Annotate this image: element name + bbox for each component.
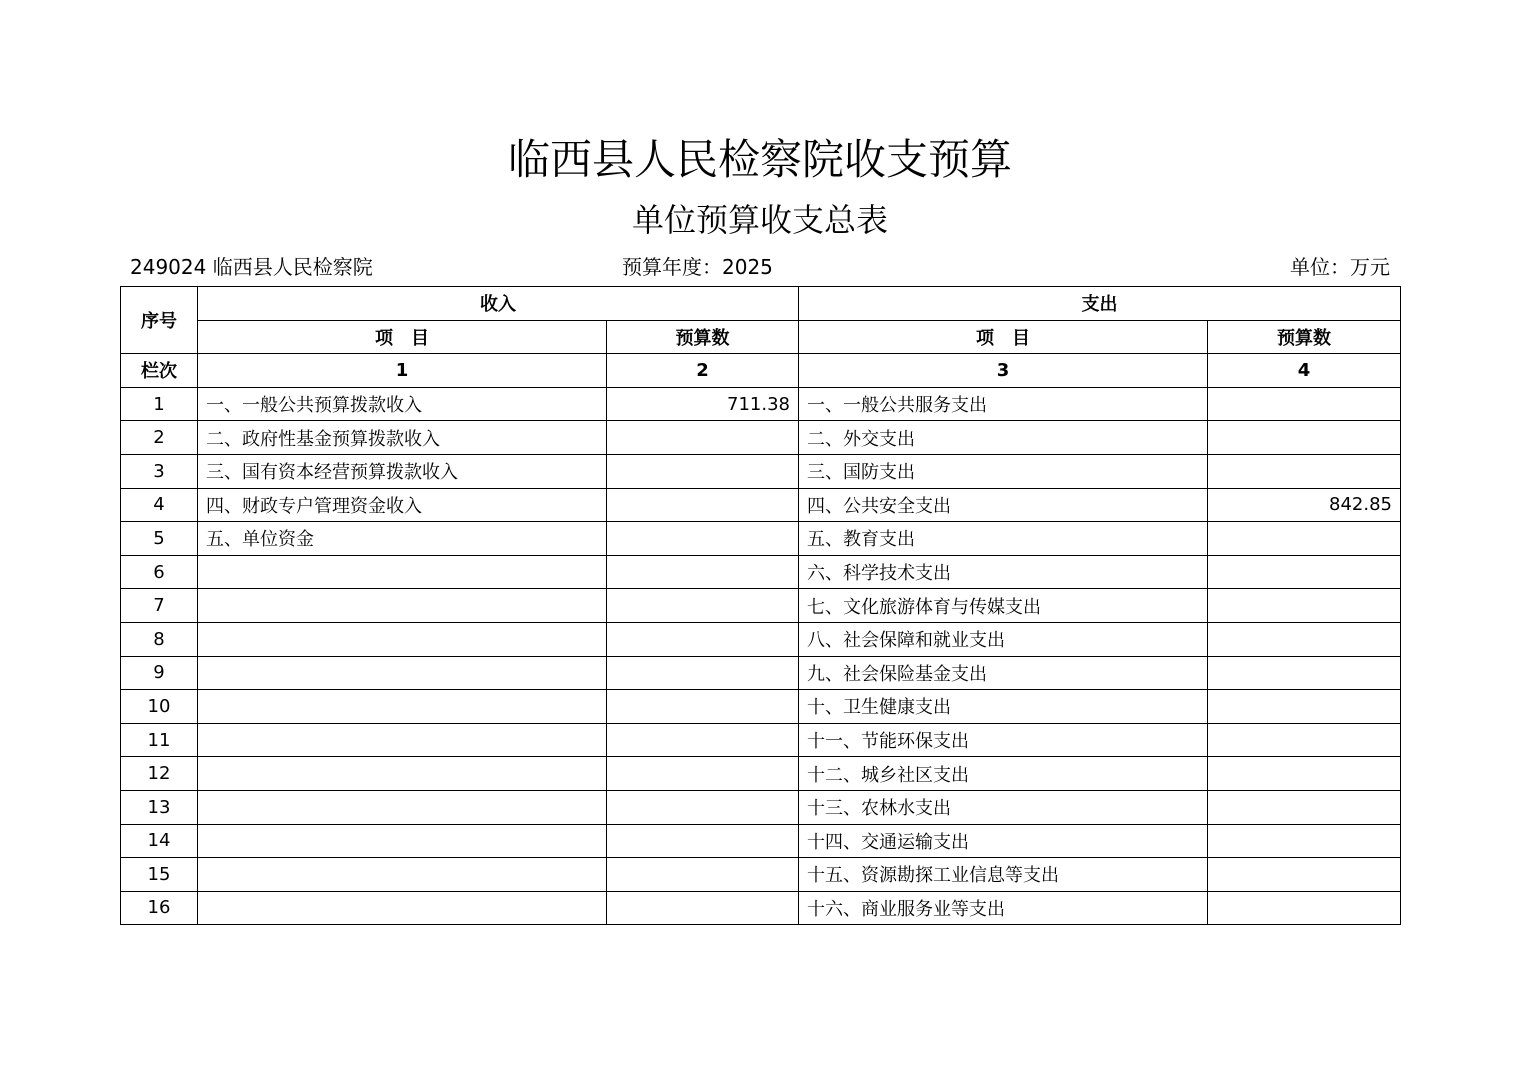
header-expense-item: 项 目 — [799, 320, 1208, 354]
expense-item-cell: 十一、节能环保支出 — [799, 723, 1208, 757]
table-row — [121, 555, 1401, 589]
income-item-cell — [198, 555, 607, 589]
expense-item-cell: 二、外交支出 — [799, 421, 1208, 455]
table-row — [121, 522, 1401, 556]
row-number: 5 — [121, 522, 198, 556]
row-number: 13 — [121, 790, 198, 824]
row-number: 10 — [121, 690, 198, 724]
expense-item-cell: 十、卫生健康支出 — [799, 690, 1208, 724]
expense-item-cell: 十三、农林水支出 — [799, 790, 1208, 824]
income-amount-cell — [607, 589, 799, 623]
header-expense: 支出 — [799, 287, 1401, 321]
row-number: 11 — [121, 723, 198, 757]
income-item-cell — [198, 858, 607, 892]
income-amount-cell — [607, 891, 799, 925]
expense-item-cell: 一、一般公共服务支出 — [799, 387, 1208, 421]
header-income-item: 项 目 — [198, 320, 607, 354]
row-number: 12 — [121, 757, 198, 791]
document-title: 临西县人民检察院收支预算 — [507, 135, 1012, 184]
header-income-amount: 预算数 — [607, 320, 799, 354]
expense-amount-cell — [1208, 656, 1401, 690]
income-item-cell: 四、财政专户管理资金收入 — [198, 488, 607, 522]
header-row-column-index — [121, 354, 1401, 388]
expense-amount-cell — [1208, 555, 1401, 589]
expense-item-cell: 五、教育支出 — [799, 522, 1208, 556]
header-income: 收入 — [198, 287, 799, 321]
income-item-cell — [198, 757, 607, 791]
expense-amount-cell — [1208, 757, 1401, 791]
expense-amount-cell — [1208, 690, 1401, 724]
header-col-2: 2 — [607, 354, 799, 388]
table-row — [121, 589, 1401, 623]
income-amount-cell — [607, 522, 799, 556]
expense-amount-cell — [1208, 622, 1401, 656]
measure-unit: 单位：万元 — [1290, 255, 1390, 279]
row-number: 16 — [121, 891, 198, 925]
row-number: 14 — [121, 824, 198, 858]
header-row-columns — [121, 320, 1401, 354]
table-row — [121, 891, 1401, 925]
income-item-cell — [198, 824, 607, 858]
row-number: 3 — [121, 454, 198, 488]
income-amount-cell — [607, 488, 799, 522]
income-amount-cell — [607, 622, 799, 656]
income-amount-cell — [607, 555, 799, 589]
row-number: 9 — [121, 656, 198, 690]
table-row — [121, 723, 1401, 757]
table-row — [121, 622, 1401, 656]
table-row — [121, 858, 1401, 892]
expense-item-cell: 七、文化旅游体育与传媒支出 — [799, 589, 1208, 623]
income-item-cell: 二、政府性基金预算拨款收入 — [198, 421, 607, 455]
meta-row — [130, 252, 1390, 282]
income-amount-cell — [607, 421, 799, 455]
expense-amount-cell — [1208, 891, 1401, 925]
header-col-1: 1 — [198, 354, 607, 388]
document-subtitle: 单位预算收支总表 — [631, 201, 888, 239]
income-item-cell: 一、一般公共预算拨款收入 — [198, 387, 607, 421]
table-row — [121, 690, 1401, 724]
table-row — [121, 488, 1401, 522]
row-number: 7 — [121, 589, 198, 623]
table-row — [121, 790, 1401, 824]
header-col-3: 3 — [799, 354, 1208, 388]
expense-amount-cell — [1208, 790, 1401, 824]
table-row — [121, 824, 1401, 858]
expense-amount-cell — [1208, 824, 1401, 858]
income-item-cell — [198, 622, 607, 656]
expense-item-cell: 十五、资源勘探工业信息等支出 — [799, 858, 1208, 892]
income-amount-cell — [607, 757, 799, 791]
expense-amount-cell — [1208, 723, 1401, 757]
expense-item-cell: 十六、商业服务业等支出 — [799, 891, 1208, 925]
income-item-cell — [198, 891, 607, 925]
expense-amount-cell — [1208, 522, 1401, 556]
expense-amount-cell — [1208, 589, 1401, 623]
table-row — [121, 454, 1401, 488]
expense-amount-cell — [1208, 421, 1401, 455]
income-item-cell — [198, 723, 607, 757]
row-number: 2 — [121, 421, 198, 455]
table-row — [121, 387, 1401, 421]
expense-item-cell: 九、社会保险基金支出 — [799, 656, 1208, 690]
income-amount-cell — [607, 723, 799, 757]
income-item-cell: 五、单位资金 — [198, 522, 607, 556]
header-seq: 序号 — [121, 287, 198, 354]
table-row — [121, 757, 1401, 791]
row-number: 4 — [121, 488, 198, 522]
expense-amount-cell — [1208, 858, 1401, 892]
table-row — [121, 421, 1401, 455]
expense-item-cell: 八、社会保障和就业支出 — [799, 622, 1208, 656]
budget-year: 预算年度：2025 — [622, 255, 773, 279]
row-number: 15 — [121, 858, 198, 892]
income-item-cell: 三、国有资本经营预算拨款收入 — [198, 454, 607, 488]
row-number: 1 — [121, 387, 198, 421]
table-row — [121, 656, 1401, 690]
header-row-group — [121, 287, 1401, 321]
row-number: 8 — [121, 622, 198, 656]
expense-item-cell: 六、科学技术支出 — [799, 555, 1208, 589]
header-expense-amount: 预算数 — [1208, 320, 1401, 354]
income-item-cell — [198, 656, 607, 690]
budget-table — [120, 286, 1401, 925]
expense-item-cell: 十二、城乡社区支出 — [799, 757, 1208, 791]
income-item-cell — [198, 690, 607, 724]
expense-amount-cell: 842.85 — [1208, 488, 1401, 522]
expense-item-cell: 十四、交通运输支出 — [799, 824, 1208, 858]
income-amount-cell — [607, 656, 799, 690]
income-amount-cell — [607, 690, 799, 724]
table-body — [121, 387, 1401, 925]
row-number: 6 — [121, 555, 198, 589]
unit-name: 249024 临西县人民检察院 — [130, 255, 373, 279]
expense-amount-cell — [1208, 454, 1401, 488]
expense-item-cell: 三、国防支出 — [799, 454, 1208, 488]
header-column-label: 栏次 — [121, 354, 198, 388]
header-col-4: 4 — [1208, 354, 1401, 388]
income-item-cell — [198, 589, 607, 623]
income-amount-cell — [607, 454, 799, 488]
income-item-cell — [198, 790, 607, 824]
income-amount-cell — [607, 824, 799, 858]
income-amount-cell — [607, 858, 799, 892]
income-amount-cell: 711.38 — [607, 387, 799, 421]
expense-amount-cell — [1208, 387, 1401, 421]
income-amount-cell — [607, 790, 799, 824]
expense-item-cell: 四、公共安全支出 — [799, 488, 1208, 522]
